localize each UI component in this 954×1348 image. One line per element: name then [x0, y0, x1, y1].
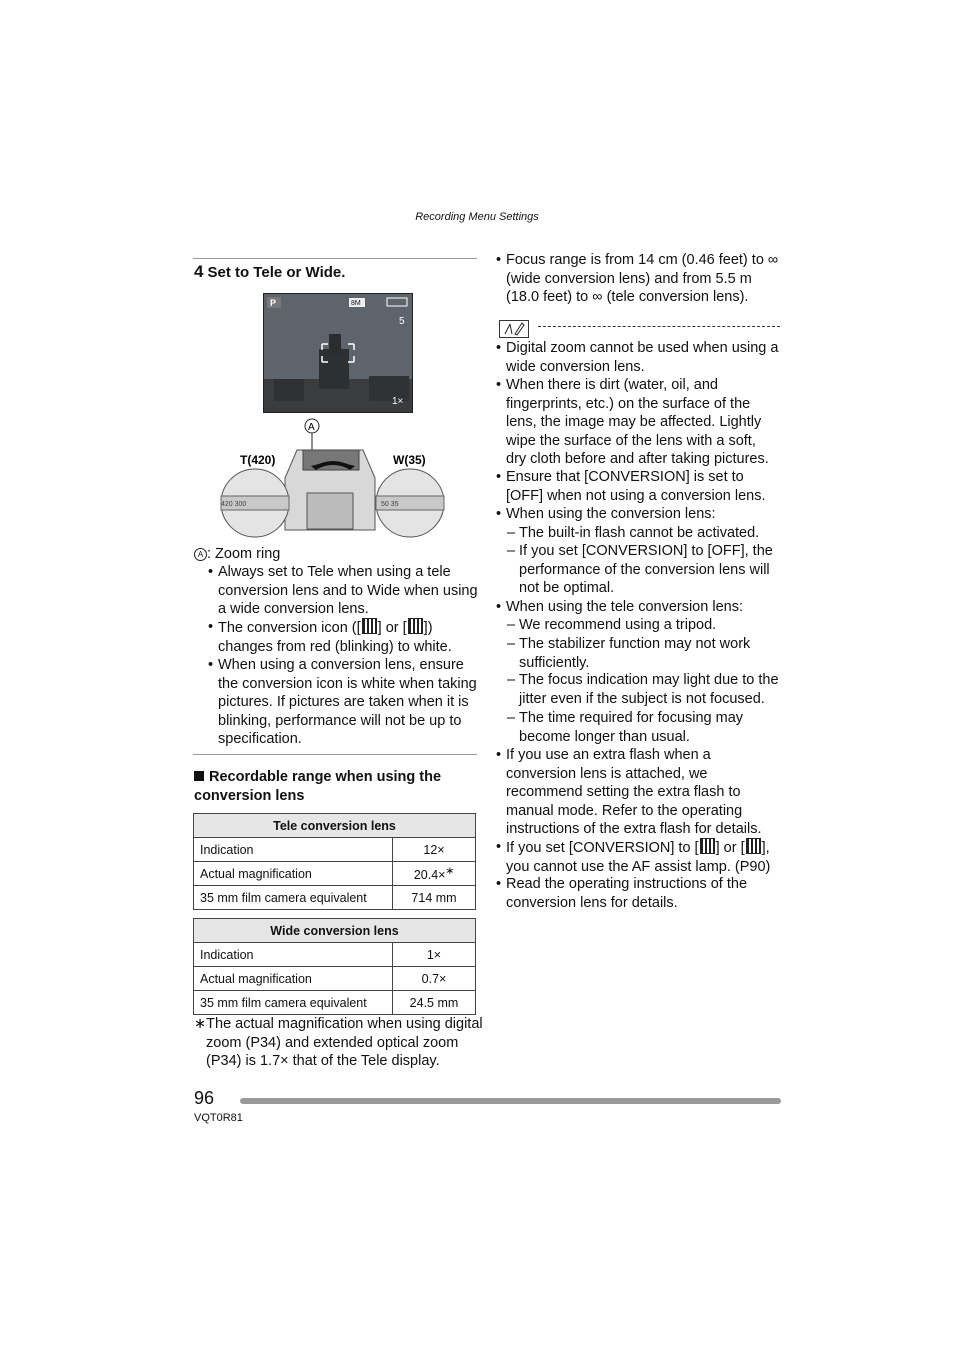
svg-text:P: P	[270, 298, 277, 308]
table-row: Indication 1×	[194, 943, 476, 967]
footnote: ∗The actual magnification when using digital zoom (P34) and extended optical zoom (P34) is 1.7× that of the Tele display.	[194, 1016, 483, 1069]
note-7: • If you set [CONVERSION] to [ ] or [ ], you cannot use the AF assist lamp. (P90)	[496, 839, 771, 875]
left-bullet-1: • Always set to Tele when using a tele conversion lens and to Wide when using a wide conversion lens.	[208, 564, 478, 617]
section-title: Recordable range when using the conversion lens	[194, 769, 442, 804]
wide-table-title: Wide conversion lens	[194, 919, 476, 943]
table-row: Actual magnification 20.4×∗	[194, 862, 476, 886]
square-bullet-icon	[194, 771, 204, 781]
table-row: Actual magnification 0.7×	[194, 967, 476, 991]
note-icon	[499, 320, 529, 338]
note-dash-line	[538, 326, 780, 327]
legend-zoom-ring	[194, 545, 280, 564]
table-row: 35 mm film camera equivalent 24.5 mm	[194, 991, 476, 1015]
note-6: • If you use an extra flash when a conversion lens is attached, we recommend setting the extra flash to manual mode. Refer to the operating instructions of the extra flash for details.	[496, 747, 762, 837]
note-8: • Read the operating instructions of the conversion lens for details.	[496, 876, 748, 911]
table-row: Indication 12×	[194, 838, 476, 862]
section-rule	[193, 754, 477, 755]
svg-text:5: 5	[399, 316, 405, 327]
footer-bar	[240, 1098, 781, 1104]
note-1: • Digital zoom cannot be used when using a wide conversion lens.	[496, 340, 779, 375]
ring-right-ticks: 50 35	[381, 501, 399, 508]
legend-text: : Zoom ring	[207, 546, 281, 562]
step-title: Set to Tele or Wide.	[207, 264, 346, 281]
note-5a: – We recommend using a tripod.	[507, 617, 717, 633]
model-code: VQT0R81	[194, 1112, 243, 1124]
ring-left-ticks: 420 300	[221, 501, 247, 508]
svg-text:W(35): W(35)	[393, 453, 426, 467]
svg-text:8M: 8M	[351, 300, 361, 307]
svg-text:T(420): T(420)	[240, 453, 276, 467]
note-5c: – The focus indication may light due to the jitter even if the subject is not focused.	[507, 672, 779, 707]
note-3: • Ensure that [CONVERSION] is set to [OFF] when not using a conversion lens.	[496, 469, 766, 504]
conversion-wide-icon	[746, 838, 761, 854]
lcd-screen-illustration	[264, 294, 412, 412]
conversion-tele-icon	[700, 838, 715, 854]
lcd-screen-image	[263, 293, 413, 413]
table-row: 35 mm film camera equivalent 714 mm	[194, 886, 476, 910]
note-4b: – If you set [CONVERSION] to [OFF], the performance of the conversion lens will not be optimal.	[507, 543, 773, 596]
footnote-marker: ∗	[445, 865, 455, 877]
note-5: • When using the tele conversion lens:	[496, 599, 743, 615]
legend-marker: A	[194, 548, 207, 561]
svg-text:1×: 1×	[392, 396, 404, 407]
left-bullet-2: • The conversion icon ([ ] or [ ]) changes from red (blinking) to white.	[208, 619, 452, 655]
step-number: 4	[194, 262, 204, 281]
conversion-wide-icon	[408, 618, 423, 634]
tele-table-title: Tele conversion lens	[194, 814, 476, 838]
conversion-tele-icon	[362, 618, 377, 634]
top-rule-left	[193, 258, 477, 259]
note-4: • When using the conversion lens:	[496, 506, 716, 522]
zoom-ring-figure	[215, 418, 455, 543]
tele-table	[193, 813, 476, 910]
focus-range-bullet: • Focus range is from 14 cm (0.46 feet) to ∞ (wide conversion lens) and from 5.5 m (18.0 feet) to ∞ (tele conversion lens).	[496, 252, 779, 305]
note-2: • When there is dirt (water, oil, and fingerprints, etc.) on the surface of the lens, the image may be affected. Lightly wipe the surface of the lens with a soft, dry cloth before and after taking pictures.	[496, 377, 769, 467]
note-5b: – The stabilizer function may not work sufficiently.	[507, 636, 751, 671]
svg-text:A: A	[308, 422, 315, 433]
page-number: 96	[194, 1088, 215, 1108]
left-bullet-3: • When using a conversion lens, ensure the conversion icon is white when taking pictures. If pictures are taken when it is blinking, performance will not be up to specification.	[208, 657, 477, 747]
note-4a: – The built-in flash cannot be activated.	[507, 525, 760, 541]
running-header: Recording Menu Settings	[415, 211, 539, 223]
note-5d: – The time required for focusing may become longer than usual.	[507, 710, 744, 745]
wide-table	[193, 918, 476, 1015]
step-heading	[194, 262, 345, 282]
